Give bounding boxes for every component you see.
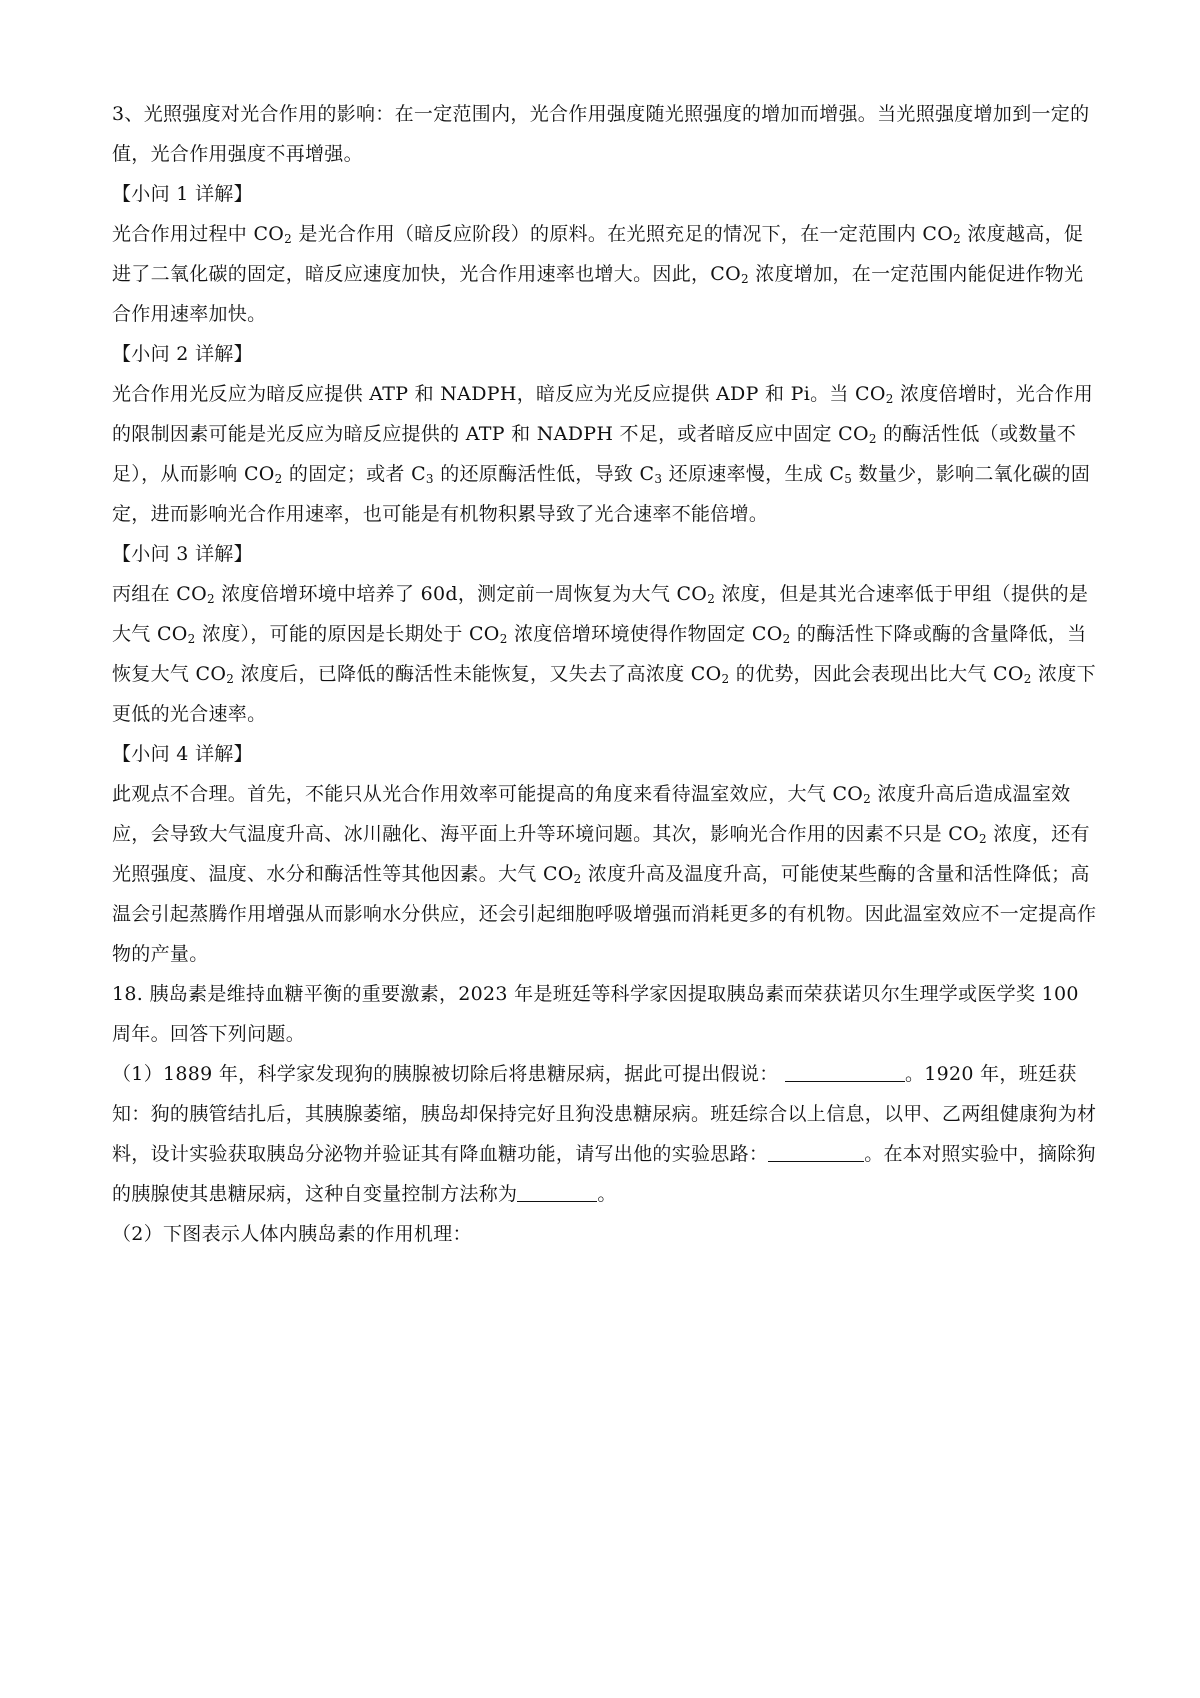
subscript: 2 bbox=[206, 592, 215, 606]
heading-question-1: 【小问 1 详解】 bbox=[112, 183, 253, 205]
subscript: 2 bbox=[226, 672, 235, 686]
paragraph-question-18-intro: 18. 胰岛素是维持血糖平衡的重要激素，2023 年是班廷等科学家因提取胰岛素而荣获诺贝尔生理学或医学奖 100 周年。回答下列问题。 bbox=[112, 983, 1079, 1045]
text: 光合作用过程中 CO bbox=[112, 223, 285, 245]
paragraph-question-18-part-1 bbox=[112, 1054, 1102, 1214]
subscript: 3 bbox=[425, 472, 434, 486]
subscript: 2 bbox=[707, 592, 716, 606]
text: 。1920 年，班廷获知：狗的胰管结扎后，其胰腺萎缩，胰岛却保持完好且狗没患糖尿病。班廷综合以上信息，以甲、乙两组健康狗为材料，设计实验获取胰岛分泌物并验证其有降血糖功能，请写出他的实验思路： bbox=[112, 1063, 1097, 1165]
subscript: 2 bbox=[284, 232, 293, 246]
heading-question-3: 【小问 3 详解】 bbox=[112, 543, 253, 565]
text: 数量少，影响二氧化碳的固定，进而影响光合作用速率，也可能是有机物积累导致了光合速率不能倍增。 bbox=[112, 463, 1091, 525]
text: 浓度倍增环境使得作物固定 CO bbox=[507, 623, 783, 645]
text: 的还原酶活性低，导致 C bbox=[433, 463, 655, 485]
subscript: 2 bbox=[782, 632, 791, 646]
text: 浓度后，已降低的酶活性未能恢复，又失去了高浓度 CO bbox=[234, 663, 722, 685]
subscript: 2 bbox=[573, 872, 582, 886]
text: 的酶活性下降或酶的含量降低，当恢复大气 CO bbox=[112, 623, 1087, 685]
paragraph-question-2 bbox=[112, 374, 1102, 534]
subscript: 2 bbox=[274, 472, 283, 486]
text: 浓度，还有光照强度、温度、水分和酶活性等其他因素。大气 CO bbox=[112, 823, 1090, 885]
text: 丙组在 CO bbox=[112, 583, 207, 605]
subscript: 2 bbox=[868, 432, 877, 446]
text: 。 bbox=[597, 1183, 617, 1205]
subscript: 5 bbox=[844, 472, 853, 486]
text: 的固定；或者 C bbox=[282, 463, 426, 485]
paragraph-question-3 bbox=[112, 574, 1102, 734]
text: 浓度倍增时，光合作用的限制因素可能是光反应为暗反应提供的 ATP 和 NADPH 不足，或者暗反应中固定 CO bbox=[112, 383, 1094, 445]
answer-blank-hypothesis[interactable] bbox=[785, 1063, 905, 1082]
text: 的优势，因此会表现出比大气 CO bbox=[729, 663, 1024, 685]
heading-question-4: 【小问 4 详解】 bbox=[112, 743, 253, 765]
paragraph-light-intensity: 3、光照强度对光合作用的影响：在一定范围内，光合作用强度随光照强度的增加而增强。当光照强度增加到一定的值，光合作用强度不再增强。 bbox=[112, 103, 1090, 165]
subscript: 2 bbox=[741, 272, 749, 286]
subscript: 2 bbox=[885, 392, 894, 406]
text: 浓度倍增环境中培养了 60d，测定前一周恢复为大气 CO bbox=[214, 583, 708, 605]
text: （1）1889 年，科学家发现狗的胰腺被切除后将患糖尿病，据此可提出假说： bbox=[112, 1063, 779, 1085]
paragraph-question-1 bbox=[112, 214, 1102, 334]
text: 浓度下更低的光合速率。 bbox=[112, 663, 1096, 725]
text: 此观点不合理。首先，不能只从光合作用效率可能提高的角度来看待温室效应，大气 CO bbox=[112, 783, 864, 805]
document-content bbox=[112, 94, 1102, 1254]
text: 的酶活性低（或数量不足），从而影响 CO bbox=[112, 423, 1077, 485]
paragraph-question-18-part-2: （2）下图表示人体内胰岛素的作用机理： bbox=[112, 1223, 472, 1245]
text: 浓度越高，促进了二氧化碳的固定，暗反应速度加快，光合作用速率也增大。因此，CO bbox=[112, 223, 1084, 285]
paragraph-question-4 bbox=[112, 774, 1102, 974]
answer-blank-experiment-idea[interactable] bbox=[768, 1143, 864, 1162]
text: 光合作用光反应为暗反应提供 ATP 和 NADPH，暗反应为光反应提供 ADP 和 Pi。当 CO bbox=[112, 383, 886, 405]
subscript: 2 bbox=[863, 792, 872, 806]
text: 浓度），可能的原因是长期处于 CO bbox=[195, 623, 500, 645]
text: 浓度，但是其光合速率低于甲组（提供的是大气 CO bbox=[112, 583, 1089, 645]
subscript: 2 bbox=[721, 672, 730, 686]
subscript: 2 bbox=[953, 232, 962, 246]
text: 。在本对照实验中，摘除狗的胰腺使其患糖尿病，这种自变量控制方法称为 bbox=[112, 1143, 1096, 1205]
text: 浓度升高及温度升高，可能使某些酶的含量和活性降低；高温会引起蒸腾作用增强从而影响水分供应，还会引起细胞呼吸增强而消耗更多的有机物。因此温室效应不一定提高作物的产量。 bbox=[112, 863, 1097, 965]
text: 浓度升高后造成温室效应，会导致大气温度升高、冰川融化、海平面上升等环境问题。其次，影响光合作用的因素不只是 CO bbox=[112, 783, 1071, 845]
subscript: 2 bbox=[187, 632, 196, 646]
answer-blank-control-method[interactable] bbox=[517, 1183, 597, 1202]
subscript: 2 bbox=[1023, 672, 1032, 686]
text: 还原速率慢，生成 C bbox=[662, 463, 845, 485]
text: 浓度增加，在一定范围内能促进作物光合作用速率加快。 bbox=[112, 263, 1084, 325]
text: 是光合作用（暗反应阶段）的原料。在光照充足的情况下，在一定范围内 CO bbox=[292, 223, 954, 245]
subscript: 2 bbox=[978, 832, 987, 846]
subscript: 3 bbox=[654, 472, 663, 486]
subscript: 2 bbox=[499, 632, 508, 646]
heading-question-2: 【小问 2 详解】 bbox=[112, 343, 253, 365]
